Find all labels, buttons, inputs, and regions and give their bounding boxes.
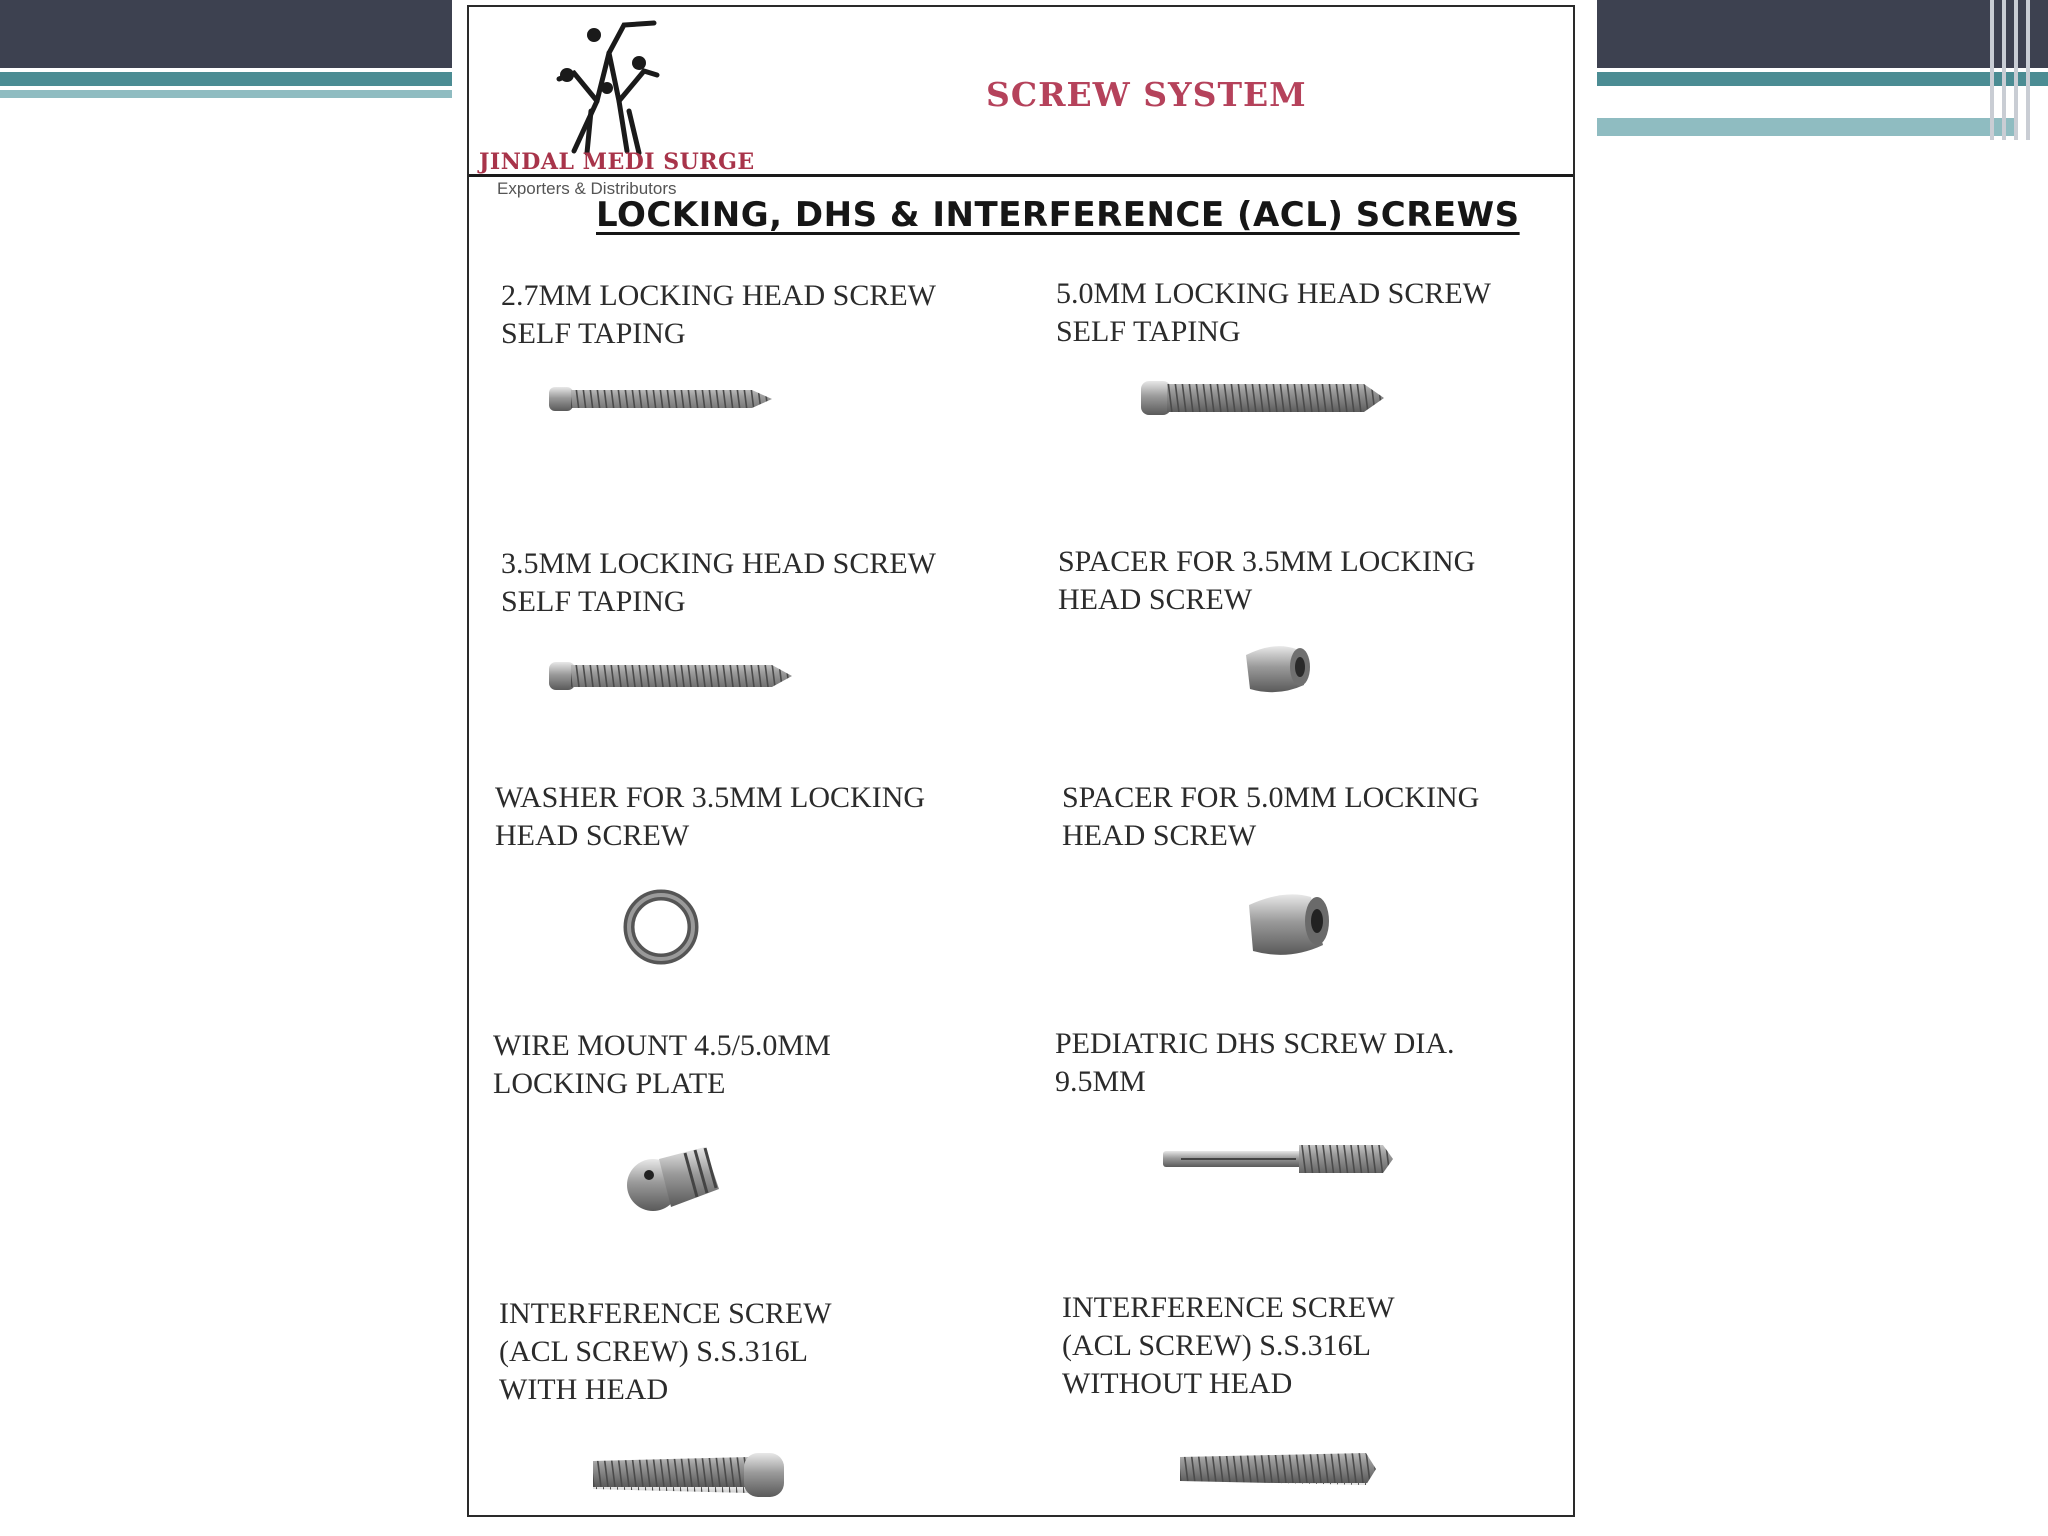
product-label: PEDIATRIC DHS SCREW DIA. 9.5MM xyxy=(1055,1027,1455,1098)
product-label: WIRE MOUNT 4.5/5.0MM LOCKING PLATE xyxy=(493,1029,831,1100)
product-item xyxy=(499,1295,832,1409)
company-name: JINDAL MEDI SURGE xyxy=(479,149,755,175)
slide-accent-right xyxy=(1597,72,2048,86)
slide-stripe xyxy=(2014,0,2018,140)
dhs-screw-icon xyxy=(1161,1137,1396,1182)
slide-accent-right-line xyxy=(1650,112,1900,116)
wire-mount-icon xyxy=(619,1125,729,1225)
product-label: 5.0MM LOCKING HEAD SCREW SELF TAPING xyxy=(1056,277,1491,348)
product-label: SPACER FOR 5.0MM LOCKING HEAD SCREW xyxy=(1062,781,1480,852)
catalog-page xyxy=(467,5,1575,1517)
header-title: SCREW SYSTEM xyxy=(986,75,1307,114)
product-label: 3.5MM LOCKING HEAD SCREW SELF TAPING xyxy=(501,547,936,618)
screw-thin-icon xyxy=(547,379,777,419)
washer-ring-icon xyxy=(621,887,701,967)
slide-accent-left-light xyxy=(0,90,452,98)
screw-thick-icon xyxy=(1139,373,1389,423)
slide-stripe xyxy=(2002,0,2006,140)
slide-bar-left xyxy=(0,0,452,68)
product-label: INTERFERENCE SCREW (ACL SCREW) S.S.316L WITHOUT HEAD xyxy=(1062,1291,1395,1400)
product-item xyxy=(1055,1025,1454,1101)
screw-medium-icon xyxy=(547,655,797,697)
slide-stripe xyxy=(1990,0,1994,140)
product-item xyxy=(1062,779,1479,855)
product-item xyxy=(495,779,925,855)
acl-screw-head-icon xyxy=(589,1447,794,1502)
product-item xyxy=(501,277,936,353)
product-label: INTERFERENCE SCREW (ACL SCREW) S.S.316L WITH HEAD xyxy=(499,1297,832,1406)
product-label: WASHER FOR 3.5MM LOCKING HEAD SCREW xyxy=(495,781,926,852)
product-item xyxy=(501,545,936,621)
slide-stripe xyxy=(2026,0,2030,140)
product-item xyxy=(493,1027,831,1103)
catalog-subtitle: LOCKING, DHS & INTERFERENCE (ACL) SCREWS xyxy=(596,195,1520,235)
slide-accent-right-light xyxy=(1597,118,2017,136)
product-label: SPACER FOR 3.5MM LOCKING HEAD SCREW xyxy=(1058,545,1476,616)
spacer-large-icon xyxy=(1239,883,1334,968)
product-item xyxy=(1062,1289,1395,1403)
product-label: 2.7MM LOCKING HEAD SCREW SELF TAPING xyxy=(501,279,936,350)
product-item xyxy=(1056,275,1491,351)
acl-screw-nohead-icon xyxy=(1176,1443,1381,1495)
slide-accent-left xyxy=(0,72,452,86)
product-item xyxy=(1058,543,1475,619)
company-tagline: Exporters & Distributors xyxy=(497,179,677,198)
catalog-header xyxy=(469,7,1573,177)
spacer-small-icon xyxy=(1234,635,1314,705)
slide-bar-right xyxy=(1597,0,2048,68)
